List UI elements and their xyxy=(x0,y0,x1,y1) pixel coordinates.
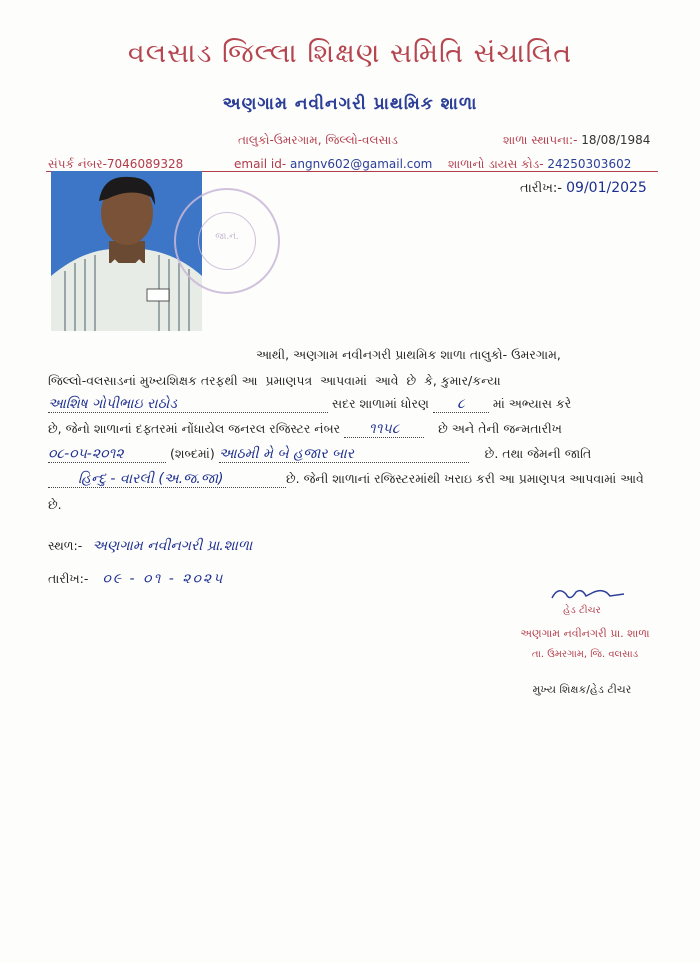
school-stamp: જા.નં. xyxy=(174,188,280,294)
caste: હિન્દુ - વારલી (અ.જ.જા) xyxy=(48,471,286,488)
cert-line-1: આથી, અણગામ નવીનગરી પ્રાથમિક શાળા તાલુકો- ઉમરગામ, xyxy=(256,347,561,362)
date-row: તારીખ:- ૦૯ - ૦૧ - ૨૦૨૫ xyxy=(48,571,225,587)
cert-line-5: ૦૮-૦૫-૨૦૧૨ (શબ્દમાં) આઠમી મે બે હજાર બાર છે. તથા જેમની જાતિ xyxy=(48,446,592,462)
student-standard: ૮ xyxy=(433,396,489,413)
cert-line-6: હિન્દુ - વારલી (અ.જ.જા) છે. જેની શાળાનાં રજિસ્ટરમાંથી ખરાઇ કરી આ પ્રમાણપત્ર આપવામાં આવે xyxy=(48,471,644,488)
gr-number: ૧૧૫૮ xyxy=(344,421,424,438)
cert-line-2: જિલ્લો-વલસાડનાં મુખ્યશિક્ષક તરફથી આ પ્રમાણપત્ર આપવામાં આવે છે કે, કુમાર/કન્યા xyxy=(48,373,501,388)
signature-role: હેડ ટીચર xyxy=(563,605,601,616)
cert-line-7: છે. xyxy=(48,497,62,512)
student-name: આશિષ ગોપીભાઇ રાઠોડ xyxy=(48,396,328,413)
school-name: અણગામ નવીનગરી પ્રાથમિક શાળા xyxy=(222,94,478,114)
issue-date: તારીખ:- 09/01/2025 xyxy=(520,180,647,196)
place-row: સ્થળ:- અણગામ નવીનગરી પ્રા.શાળા xyxy=(48,538,253,554)
place-value: અણગામ નવીનગરી પ્રા.શાળા xyxy=(92,538,253,554)
cert-line-3: આશિષ ગોપીભાઇ રાઠોડ સદર શાળામાં ધોરણ ૮ માં અભ્યાસ કરે xyxy=(48,396,572,412)
cert-line-4: છે, જેનો શાળાનાં દફ્તરમાં નોંધાયેલ જનરલ રજિસ્ટર નંબર ૧૧૫૮ છે અને તેની જન્મતારીખ xyxy=(48,421,562,437)
date-value: ૦૯ - ૦૧ - ૨૦૨૫ xyxy=(102,571,225,587)
birth-date: ૦૮-૦૫-૨૦૧૨ xyxy=(48,446,166,463)
school-address: તાલુકો-ઉમરગામ, જિલ્લો-વલસાડ xyxy=(238,133,398,147)
email-id: email id- angnv602@gamail.com xyxy=(234,157,433,171)
dise-code: શાળાનો ડાયસ કોડ- 24250303602 xyxy=(448,157,632,171)
trust-title: વલસાડ જિલ્લા શિક્ષણ સમિતિ સંચાલિત xyxy=(127,38,573,69)
signature-footer: મુખ્ય શિક્ષક/હેડ ટીચર xyxy=(532,683,632,696)
birth-date-words: આઠમી મે બે હજાર બાર xyxy=(219,446,469,463)
signature-school: અણગામ નવીનગરી પ્રા. શાળા xyxy=(520,627,650,640)
contact-number: સંપર્ક નંબર-7046089328 xyxy=(48,157,184,171)
signature-place: તા. ઉમરગામ, જિ. વલસાડ xyxy=(531,649,639,660)
established-date: શાળા સ્થાપના:- 18/08/1984 xyxy=(503,133,651,147)
